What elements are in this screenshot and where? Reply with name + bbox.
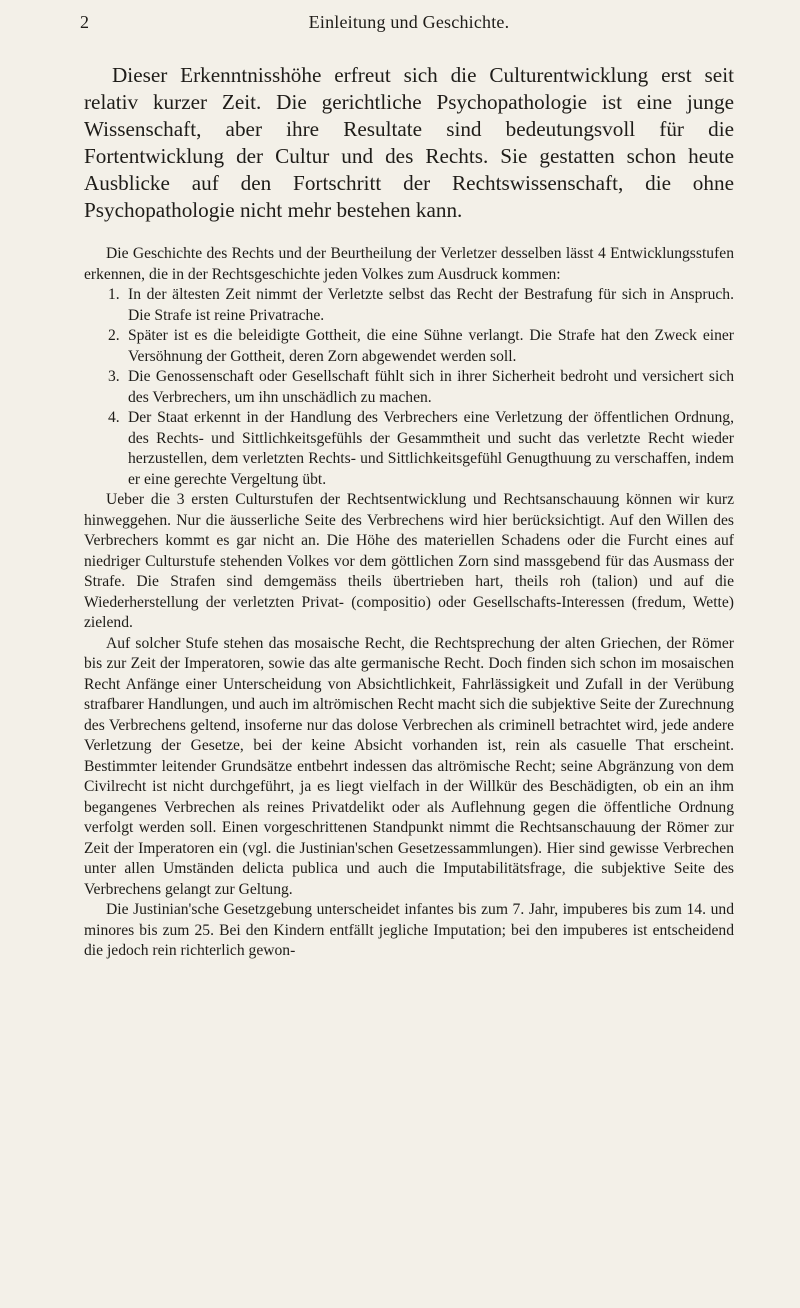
- stage-number: 3.: [108, 368, 120, 385]
- intro-paragraph: Die Geschichte des Rechts und der Beurtheilung der Verletzer desselben lässt 4 Entwicklungsstufen erkennen, die in der Rechtsgeschichte jeden Volkes zum Ausdruck kommen:: [84, 245, 734, 283]
- stage-text: Der Staat erkennt in der Handlung des Verbrechers eine Verletzung der öffentlichen Ordnung, des Rechts- und Sittlichkeitsgefühls der Gesammtheit und sucht das verletzte Recht wieder herzustellen, dem verletzten Rechts- und Sittlichkeitsgefühl Genugthuung zu verschaffen, indem er eine gerechte Vergeltung übt.: [128, 409, 734, 488]
- stage-text: Später ist es die beleidigte Gottheit, die eine Sühne verlangt. Die Strafe hat den Zweck einer Versöhnung der Gottheit, deren Zorn abgewendet werden soll.: [128, 327, 734, 365]
- list-item: [84, 285, 734, 326]
- running-head: Einleitung und Geschichte.: [308, 12, 510, 32]
- lead-paragraph: Dieser Erkenntnisshöhe erfreut sich die Culturentwicklung erst seit relativ kurzer Zeit. Die gerichtliche Psychopathologie ist eine junge Wissenschaft, aber ihre Resultate sind bedeutungsvoll für die Fortentwicklung der Cultur und des Rechts. Sie gestatten schon heute Ausblicke auf den Fortschritt der Rechtswissenschaft, die ohne Psychopathologie nicht mehr bestehen kann.: [84, 63, 734, 222]
- list-item: [84, 326, 734, 367]
- stage-number: 4.: [108, 409, 120, 426]
- paragraph-justinian: Die Justinian'sche Gesetzgebung unterscheidet infantes bis zum 7. Jahr, impuberes bis zum 14. und minores bis zum 25. Bei den Kindern entfällt jegliche Imputation; bei den impuberes ist entscheidend die jedoch rein richterlich gewon-: [84, 901, 734, 959]
- paragraph-culture-stages: Ueber die 3 ersten Culturstufen der Rechtsentwicklung und Rechtsanschauung können wir kurz hinweggehen. Nur die äusserliche Seite des Verbrechens wird hier berücksichtigt. Auf den Willen des Verbrechers kommt es gar nicht an. Die Höhe des materiellen Schadens oder die Furcht eines auf niedriger Culturstufe stehenden Volkes vor dem göttlichen Zorn sind massgebend für das Ausmass der Strafe. Die Strafen sind demgemäss theils übertrieben hart, theils roh (talion) und auf die Wiederherstellung der verletzten Privat- (compositio) oder Gesellschafts-Interessen (fredum, Wette) zielend.: [84, 491, 734, 631]
- page-number: 2: [80, 12, 89, 32]
- stages-list: [84, 285, 734, 490]
- list-item: [84, 408, 734, 490]
- paragraph-roman-law: Auf solcher Stufe stehen das mosaische Recht, die Rechtsprechung der alten Griechen, der Römer bis zur Zeit der Imperatoren, sowie das alte germanische Recht. Doch finden sich schon im mosaischen Recht Anfänge einer Unterscheidung von Absichtlichkeit, Fahrlässigkeit und Zufall in der Verübung strafbarer Handlungen, und auch im altrömischen Recht macht sich die subjektive Seite der Zurechnung des Verbrechens geltend, insoferne nur das dolose Verbrechen als criminell betrachtet wird, jede andere Verletzung der Gesetze, bei der keine Absicht vorhanden ist, rein als casuelle That erscheint. Bestimmter leitender Grundsätze entbehrt indessen das altrömische Recht; seine Abgränzung von dem Civilrecht ist nicht durchgeführt, ja es liegt vielfach in der Willkür des Beschädigten, ob ein an ihm begangenes Verbrechen als reines Privatdelikt oder als Auflehnung gegen die öffentliche Ordnung verfolgt werden soll. Einen vorgeschrittenen Standpunkt nimmt die Rechtsanschauung der Römer zur Zeit der Imperatoren ein (vgl. die Justinian'schen Gesetzessammlungen). Hier sind gewisse Verbrechen unter allen Umständen delicta publica und auch die Imputabilitätsfrage, die subjektive Seite des Verbrechens gelangt zur Geltung.: [84, 634, 734, 898]
- stage-text: Die Genossenschaft oder Gesellschaft fühlt sich in ihrer Sicherheit bedroht und versichert sich des Verbrechers, um ihn unschädlich zu machen.: [128, 368, 734, 406]
- page-header: [80, 10, 734, 50]
- stage-number: 1.: [108, 286, 120, 303]
- body-text: [84, 244, 734, 962]
- stage-number: 2.: [108, 327, 120, 344]
- stage-text: In der ältesten Zeit nimmt der Verletzte selbst das Recht der Bestrafung für sich in Anspruch. Die Strafe ist reine Privatrache.: [128, 286, 734, 324]
- list-item: [84, 367, 734, 408]
